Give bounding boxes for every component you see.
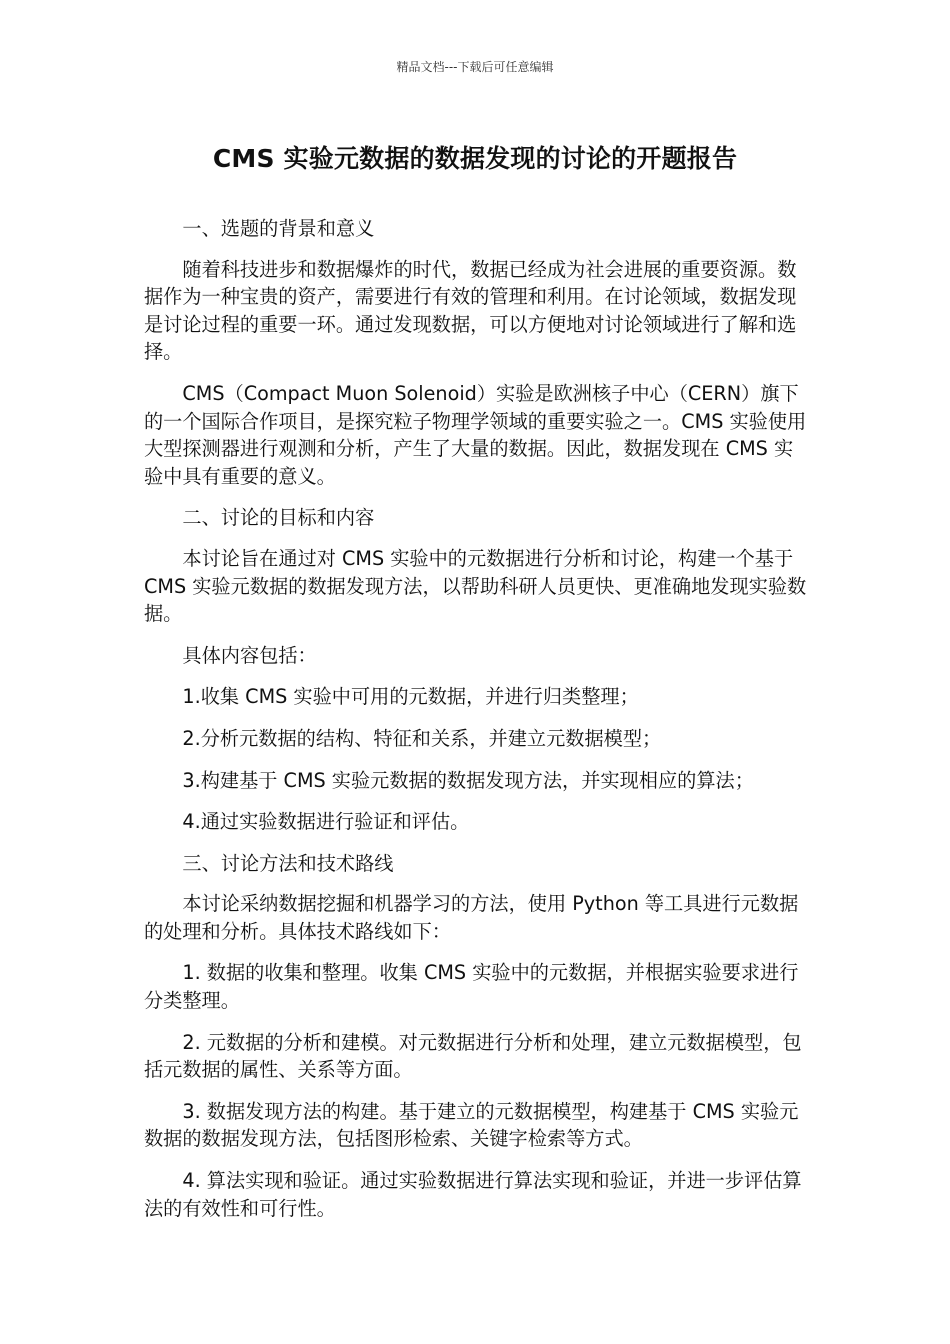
section-heading-goals: 二、讨论的目标和内容 (182, 506, 375, 530)
list-item-content-4: 4.通过实验数据进行验证和评估。 (182, 810, 470, 834)
list-item-route-3: 3. 数据发现方法的构建。基于建立的元数据模型，构建基于 CMS 实验元数据的数据发现方法，包括图形检索、关键字检索等方式。 (144, 1099, 799, 1151)
section-heading-background: 一、选题的背景和意义 (182, 217, 375, 240)
list-item-content-3: 3.构建基于 CMS 实验元数据的数据发现方法，并实现相应的算法； (182, 768, 754, 792)
section-heading-methods: 三、讨论方法和技术路线 (182, 851, 394, 875)
list-item-route-1: 1. 数据的收集和整理。收集 CMS 实验中的元数据，并根据实验要求进行分类整理。 (144, 961, 799, 1013)
list-item-route-2: 2. 元数据的分析和建模。对元数据进行分析和处理，建立元数据模型，包括元数据的属性、关系等方面。 (144, 1030, 802, 1082)
paragraph-cms-intro: CMS（Compact Muon Solenoid）实验是欧洲核子中心（CERN）旗下的一个国际合作项目，是探究粒子物理学领域的重要实验之一。CMS 实验使用大型探测器进行观测和分析，产生了大量的数据。因此，数据发现在 CMS 实验中具有重要的意义。 (144, 381, 807, 488)
paragraph-methods: 本讨论采纳数据挖掘和机器学习的方法，使用 Python 等工具进行元数据的处理和分析。具体技术路线如下： (144, 892, 799, 943)
list-item-content-1: 1.收集 CMS 实验中可用的元数据，并进行归类整理； (182, 685, 639, 709)
paragraph-goals: 本讨论旨在通过对 CMS 实验中的元数据进行分析和讨论，构建一个基于 CMS 实验元数据的数据发现方法，以帮助科研人员更快、更准确地发现实验数据。 (144, 546, 807, 626)
list-item-route-4: 4. 算法实现和验证。通过实验数据进行算法实现和验证，并进一步评估算法的有效性和可行性。 (144, 1169, 802, 1220)
page-header: 精品文档---下载后可任意编辑 (396, 60, 554, 74)
document-title: CMS 实验元数据的数据发现的讨论的开题报告 (212, 144, 738, 173)
list-item-content-2: 2.分析元数据的结构、特征和关系，并建立元数据模型； (182, 726, 662, 750)
paragraph-content-intro: 具体内容包括： (182, 643, 317, 667)
document-body (144, 215, 808, 1236)
paragraph-background: 随着科技进步和数据爆炸的时代，数据已经成为社会进展的重要资源。数据作为一种宝贵的资产，需要进行有效的管理和利用。在讨论领域，数据发现是讨论过程的重要一环。通过发现数据，可以方便地对讨论领域进行了解和选择。 (144, 257, 797, 364)
